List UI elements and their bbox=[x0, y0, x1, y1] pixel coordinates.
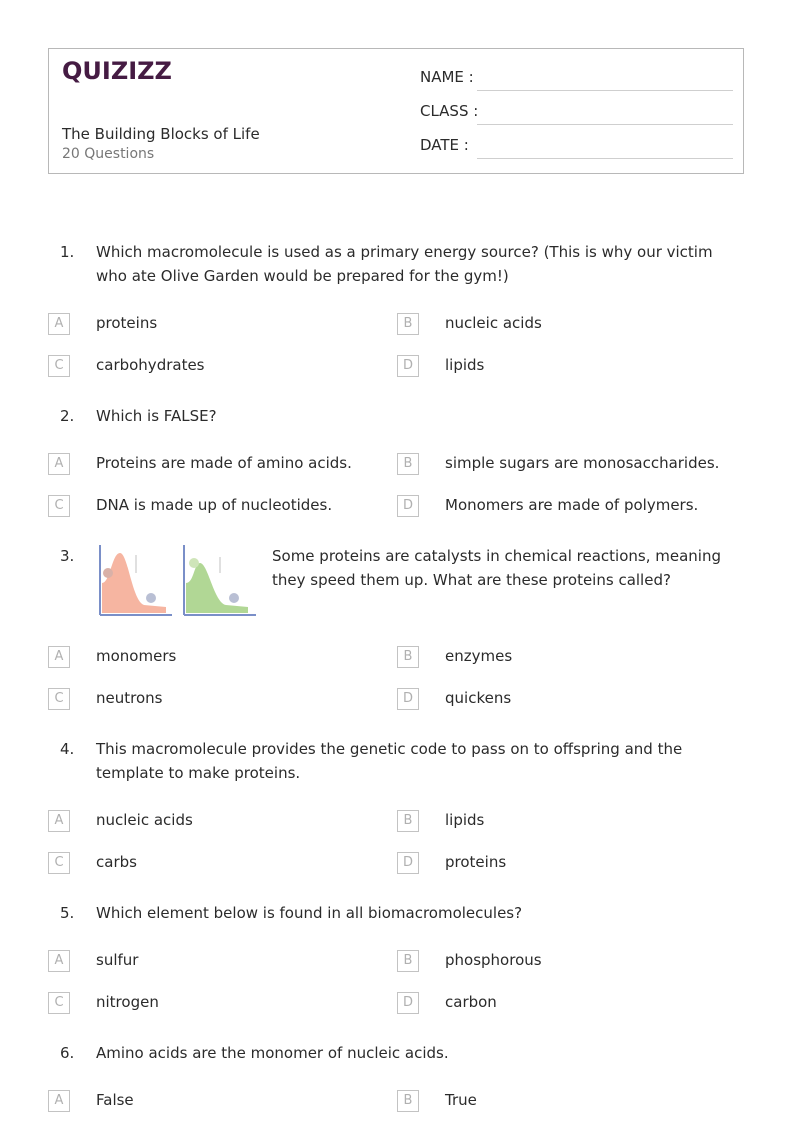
option-text: True bbox=[445, 1091, 477, 1109]
option-letter-box[interactable]: B bbox=[397, 950, 419, 972]
option-letter-box[interactable]: D bbox=[397, 495, 419, 517]
option-text: carbs bbox=[96, 853, 137, 871]
name-line[interactable] bbox=[477, 90, 733, 91]
energy-diagram-image bbox=[96, 543, 258, 623]
option-letter-box[interactable]: A bbox=[48, 313, 70, 335]
quizizz-logo: QUIZIZZ bbox=[62, 57, 172, 85]
option-text: carbohydrates bbox=[96, 356, 205, 374]
option-text: carbon bbox=[445, 993, 497, 1011]
question-number: 6. bbox=[60, 1044, 75, 1062]
question-number: 4. bbox=[60, 740, 75, 758]
option-letter-box[interactable]: B bbox=[397, 453, 419, 475]
option-text: nucleic acids bbox=[96, 811, 193, 829]
option-text: sulfur bbox=[96, 951, 139, 969]
option-letter-box[interactable]: D bbox=[397, 852, 419, 874]
option-letter-box[interactable]: A bbox=[48, 453, 70, 475]
option-text: proteins bbox=[96, 314, 158, 332]
option-letter-box[interactable]: D bbox=[397, 355, 419, 377]
diagram-with-enzyme bbox=[184, 545, 256, 615]
date-label: DATE : bbox=[420, 136, 469, 154]
option-text: False bbox=[96, 1091, 134, 1109]
option-letter-box[interactable]: B bbox=[397, 1090, 419, 1112]
option-letter-box[interactable]: A bbox=[48, 810, 70, 832]
option-text: Monomers are made of polymers. bbox=[445, 496, 699, 514]
option-letter-box[interactable]: A bbox=[48, 646, 70, 668]
worksheet-header bbox=[48, 48, 744, 174]
question-number: 2. bbox=[60, 407, 75, 425]
question-text: Amino acids are the monomer of nucleic acids. bbox=[96, 1044, 449, 1062]
option-text: nitrogen bbox=[96, 993, 159, 1011]
option-letter-box[interactable]: B bbox=[397, 313, 419, 335]
option-text: quickens bbox=[445, 689, 512, 707]
option-text: DNA is made up of nucleotides. bbox=[96, 496, 333, 514]
diagram-without-enzyme bbox=[100, 545, 172, 615]
option-text: nucleic acids bbox=[445, 314, 542, 332]
option-text: lipids bbox=[445, 811, 485, 829]
option-letter-box[interactable]: C bbox=[48, 852, 70, 874]
option-letter-box[interactable]: C bbox=[48, 688, 70, 710]
option-letter-box[interactable]: C bbox=[48, 495, 70, 517]
question-number: 1. bbox=[60, 243, 75, 261]
option-text: phosphorous bbox=[445, 951, 542, 969]
class-line[interactable] bbox=[477, 124, 733, 125]
option-letter-box[interactable]: B bbox=[397, 810, 419, 832]
option-text: enzymes bbox=[445, 647, 513, 665]
option-letter-box[interactable]: D bbox=[397, 992, 419, 1014]
class-label: CLASS : bbox=[420, 102, 479, 120]
question-text: Which element below is found in all biomacromolecules? bbox=[96, 904, 523, 922]
option-text: neutrons bbox=[96, 689, 163, 707]
question-text: Some proteins are catalysts in chemical reactions, meaning they speed them up. What are these proteins called? bbox=[272, 547, 721, 589]
question-text: This macromolecule provides the genetic code to pass on to offspring and the template to make proteins. bbox=[96, 740, 683, 782]
option-letter-box[interactable]: A bbox=[48, 1090, 70, 1112]
option-letter-box[interactable]: A bbox=[48, 950, 70, 972]
question-count: 20 Questions bbox=[62, 146, 155, 162]
worksheet-title: The Building Blocks of Life bbox=[62, 125, 260, 143]
option-letter-box[interactable]: B bbox=[397, 646, 419, 668]
date-line[interactable] bbox=[477, 158, 733, 159]
option-text: proteins bbox=[445, 853, 507, 871]
question-text: Which is FALSE? bbox=[96, 407, 217, 425]
option-text: Proteins are made of amino acids. bbox=[96, 454, 352, 472]
option-letter-box[interactable]: C bbox=[48, 355, 70, 377]
question-text: Which macromolecule is used as a primary energy source? (This is why our victim who ate Olive Garden would be prepared for the gym!) bbox=[96, 243, 713, 285]
option-text: simple sugars are monosaccharides. bbox=[445, 454, 720, 472]
question-number: 3. bbox=[60, 547, 75, 565]
question-number: 5. bbox=[60, 904, 75, 922]
option-text: monomers bbox=[96, 647, 177, 665]
option-letter-box[interactable]: C bbox=[48, 992, 70, 1014]
name-label: NAME : bbox=[420, 68, 474, 86]
option-letter-box[interactable]: D bbox=[397, 688, 419, 710]
option-text: lipids bbox=[445, 356, 485, 374]
